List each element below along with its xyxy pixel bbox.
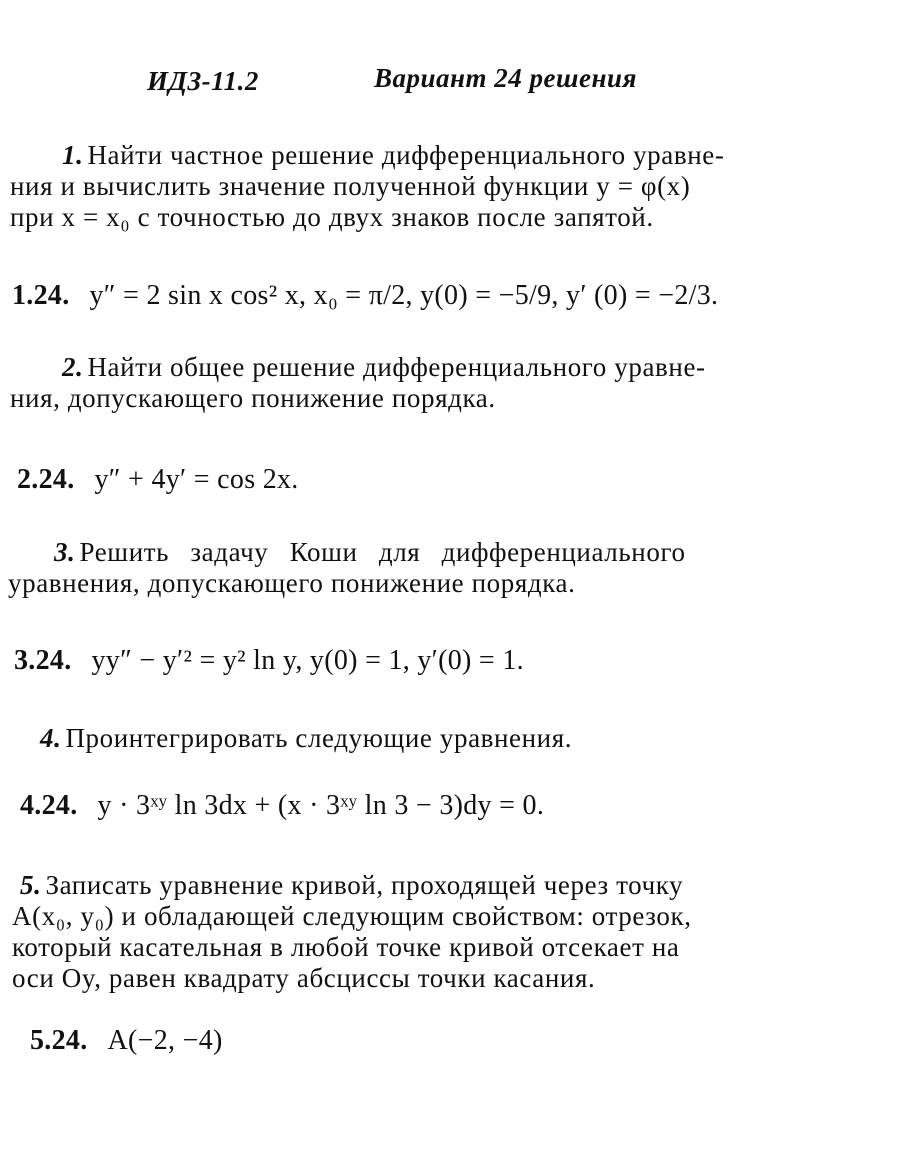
equation-1 xyxy=(12,280,718,312)
equation-2-text: y″ + 4y′ = cos 2x. xyxy=(94,464,299,495)
task-1-line-2: ния и вычислить значение полученной функции y = φ(x) xyxy=(10,171,691,201)
equation-3-number: 3.24. xyxy=(14,645,72,676)
equation-4-text: y · 3ˣʸ ln 3dx + (x · 3ˣʸ ln 3 − 3)dy = 0. xyxy=(97,790,545,821)
task-1-line-3: при x = x₀ с точностью до двух знаков после запятой. xyxy=(10,202,654,232)
task-2-line-1: 2. Найти общее решение дифференциального уравне- xyxy=(62,352,706,382)
task-3-line-2: уравнения, допускающего понижение порядка. xyxy=(8,568,576,598)
equation-4 xyxy=(20,790,544,822)
task-4-number: 4. xyxy=(40,723,62,753)
equation-2 xyxy=(17,464,299,496)
equation-2-number: 2.24. xyxy=(17,464,75,495)
task-4-line-1: 4. Проинтегрировать следующие уравнения. xyxy=(40,723,573,753)
task-5-line-3: который касательная в любой точке кривой отсекает на xyxy=(12,932,680,962)
task-3-line-1: 3. Решить задачу Коши для дифференциального xyxy=(54,537,686,567)
task-1-number: 1. xyxy=(62,140,84,170)
task-5-line-2: A(x₀, y₀) и обладающей следующим свойством: отрезок, xyxy=(12,901,692,931)
equation-4-number: 4.24. xyxy=(20,790,78,821)
task-5-line-4: оси Oy, равен квадрату абсциссы точки касания. xyxy=(12,963,596,993)
task-5-line-1: 5. Записать уравнение кривой, проходящей через точку xyxy=(20,870,684,900)
assignment-title: ИДЗ-11.2 xyxy=(147,66,259,96)
equation-5-number: 5.24. xyxy=(30,1025,88,1056)
task-3 xyxy=(8,537,838,599)
equation-1-text: y″ = 2 sin x cos² x, x₀ = π/2, y(0) = −5/9, y′ (0) = −2/3. xyxy=(89,280,719,311)
task-3-number: 3. xyxy=(54,537,76,567)
task-5 xyxy=(12,870,842,994)
variant-title: Вариант 24 решения xyxy=(374,63,637,93)
task-2-number: 2. xyxy=(62,352,84,382)
equation-5-text: A(−2, −4) xyxy=(107,1025,223,1056)
equation-3-text: yy″ − y′² = y² ln y, y(0) = 1, y′(0) = 1. xyxy=(91,645,524,676)
task-2-line-2: ния, допускающего понижение порядка. xyxy=(10,383,496,413)
task-2 xyxy=(10,352,840,414)
task-1 xyxy=(10,140,840,233)
task-5-number: 5. xyxy=(20,870,42,900)
equation-3 xyxy=(14,645,524,677)
task-1-line-1: 1. Найти частное решение дифференциального уравне- xyxy=(62,140,725,170)
task-4 xyxy=(40,723,840,754)
equation-5 xyxy=(30,1025,223,1057)
equation-1-number: 1.24. xyxy=(12,280,70,311)
